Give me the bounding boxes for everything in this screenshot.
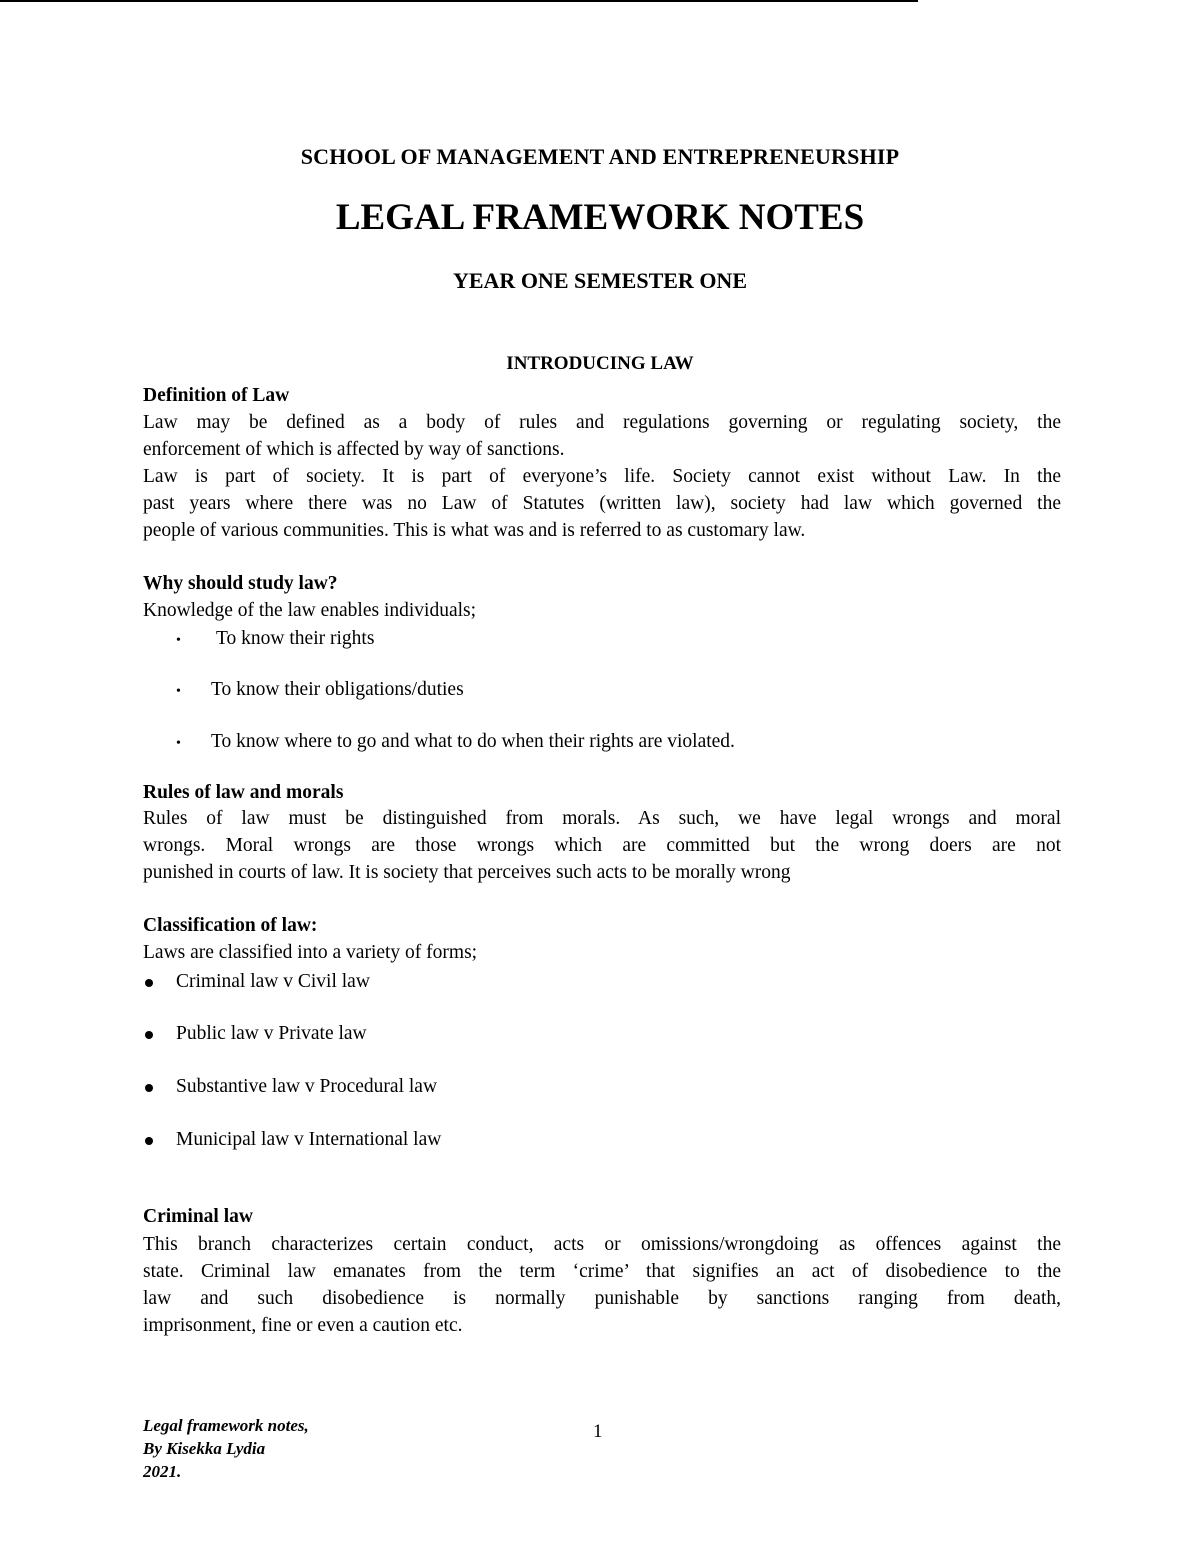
classification-intro: Laws are classified into a variety of forms;: [143, 942, 478, 963]
section-title: INTRODUCING LAW: [506, 353, 694, 374]
rules-morals-heading: Rules of law and morals: [143, 782, 344, 803]
list-item: Criminal law v Civil law: [176, 971, 370, 992]
bullet-icon: [145, 969, 153, 996]
semester-label: YEAR ONE SEMESTER ONE: [452, 268, 747, 293]
section-divider: [0, 0, 918, 2]
rules-morals-line: wrongs. Moral wrongs are those wrongs which are committed but the wrong doers are not: [143, 835, 1061, 856]
list-item: To know where to go and what to do when their rights are violated.: [211, 731, 735, 752]
definition-line: past years where there was no Law of Statutes (written law), society had law which governed the: [143, 493, 1061, 514]
list-item: Public law v Private law: [176, 1023, 367, 1044]
definition-line: Law may be defined as a body of rules and regulations governing or regulating society, the: [143, 412, 1061, 433]
criminal-law-heading: Criminal law: [143, 1206, 253, 1227]
bullet-icon: •: [176, 684, 181, 699]
document-title: LEGAL FRAMEWORK NOTES: [335, 197, 865, 238]
list-item: To know their rights: [216, 628, 375, 649]
bullet-icon: [145, 1074, 153, 1101]
criminal-law-line: state. Criminal law emanates from the term ‘crime’ that signifies an act of disobedience to the: [143, 1261, 1061, 1282]
classification-heading: Classification of law:: [143, 915, 318, 936]
bullet-icon: [145, 1021, 153, 1048]
why-study-heading: Why should study law?: [143, 573, 338, 594]
why-study-intro: Knowledge of the law enables individuals;: [143, 600, 477, 621]
rules-morals-line: Rules of law must be distinguished from morals. As such, we have legal wrongs and moral: [143, 808, 1061, 829]
definition-heading: Definition of Law: [143, 385, 290, 406]
bullet-icon: •: [176, 633, 181, 648]
criminal-law-line: This branch characterizes certain conduct, acts or omissions/wrongdoing as offences against the: [143, 1234, 1061, 1255]
bullet-icon: •: [176, 736, 181, 751]
school-name: SCHOOL OF MANAGEMENT AND ENTREPRENEURSHIP: [300, 144, 900, 169]
list-item: Municipal law v International law: [176, 1129, 442, 1150]
definition-line: enforcement of which is affected by way of sanctions.: [143, 439, 565, 460]
footer-title: Legal framework notes,: [143, 1416, 309, 1435]
criminal-law-line: imprisonment, fine or even a caution etc.: [143, 1315, 463, 1336]
footer-year: 2021.: [143, 1462, 182, 1481]
list-item: To know their obligations/duties: [211, 679, 464, 700]
rules-morals-line: punished in courts of law. It is society that perceives such acts to be morally wrong: [143, 862, 791, 883]
bullet-icon: [145, 1127, 153, 1154]
criminal-law-line: law and such disobedience is normally punishable by sanctions ranging from death,: [143, 1288, 1061, 1309]
list-item: Substantive law v Procedural law: [176, 1076, 438, 1097]
page-number: 1: [593, 1421, 603, 1442]
footer-author: By Kisekka Lydia: [143, 1439, 266, 1458]
definition-line: Law is part of society. It is part of everyone’s life. Society cannot exist without Law. In the: [143, 466, 1061, 487]
definition-line: people of various communities. This is what was and is referred to as customary law.: [143, 520, 806, 541]
